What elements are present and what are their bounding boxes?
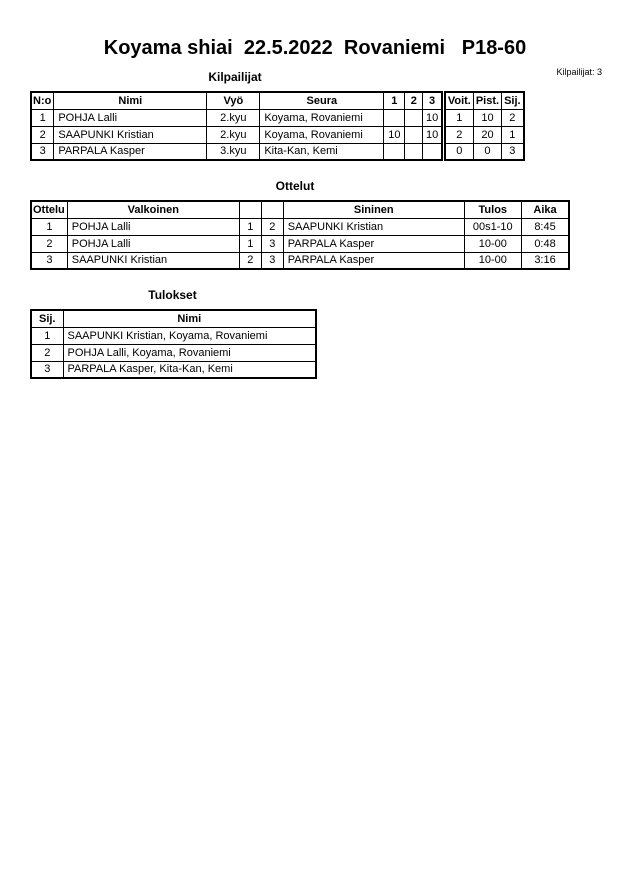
competitor-score-3: 10 — [423, 126, 442, 143]
competitor-belt: 2.kyu — [207, 126, 260, 143]
result-name: PARPALA Kasper, Kita-Kan, Kemi — [63, 361, 316, 378]
competitor-club: Koyama, Rovaniemi — [260, 126, 384, 143]
competitor-score-1: 10 — [384, 126, 405, 143]
competitor-points: 0 — [473, 143, 501, 160]
result-place: 3 — [31, 361, 63, 378]
col-header-blue: Sininen — [283, 201, 464, 218]
col-header-result: Tulos — [464, 201, 521, 218]
col-header-match-no: Ottelu — [31, 201, 67, 218]
competitor-score-3 — [423, 143, 442, 160]
competitor-score-2 — [405, 109, 423, 126]
match-no: 3 — [31, 252, 67, 269]
col-header-blue-no — [261, 201, 283, 218]
competitor-place: 2 — [502, 109, 524, 126]
match-blue-no: 3 — [261, 252, 283, 269]
match-result: 00s1-10 — [464, 218, 521, 235]
competitor-name: SAAPUNKI Kristian — [54, 126, 207, 143]
match-time: 0:48 — [521, 235, 569, 252]
match-white-no: 1 — [239, 218, 261, 235]
match-no: 2 — [31, 235, 67, 252]
match-blue-no: 3 — [261, 235, 283, 252]
competitor-name: POHJA Lalli — [54, 109, 207, 126]
page-title: Koyama shiai 22.5.2022 Rovaniemi P18-60 — [103, 37, 527, 59]
competitor-place: 1 — [502, 126, 524, 143]
match-blue: PARPALA Kasper — [283, 235, 464, 252]
competitor-count-label: Kilpailijat: 3 — [556, 67, 602, 77]
matches-heading: Ottelut — [275, 179, 315, 193]
competitor-no: 2 — [31, 126, 54, 143]
competitor-wins: 2 — [445, 126, 474, 143]
table-row — [445, 109, 524, 126]
col-header-match1: 1 — [384, 92, 405, 109]
result-name: SAAPUNKI Kristian, Koyama, Rovaniemi — [63, 327, 316, 344]
col-header-match3: 3 — [423, 92, 442, 109]
col-header-white: Valkoinen — [67, 201, 239, 218]
competitor-score-1 — [384, 143, 405, 160]
table-row — [31, 109, 442, 126]
competitors-table — [30, 91, 443, 161]
col-header-club: Seura — [260, 92, 384, 109]
col-header-belt: Vyö — [207, 92, 260, 109]
competitor-no: 1 — [31, 109, 54, 126]
competitor-club: Kita-Kan, Kemi — [260, 143, 384, 160]
matches-table-wrap — [30, 200, 630, 270]
result-place: 2 — [31, 344, 63, 361]
competitor-name: PARPALA Kasper — [54, 143, 207, 160]
table-row — [31, 126, 442, 143]
match-blue: SAAPUNKI Kristian — [283, 218, 464, 235]
table-row — [31, 327, 316, 344]
competitors-table-group — [30, 91, 630, 161]
matches-header-row — [31, 201, 569, 218]
table-row — [31, 361, 316, 378]
col-header-name: Nimi — [54, 92, 207, 109]
match-white: POHJA Lalli — [67, 235, 239, 252]
results-table — [30, 309, 317, 379]
competitor-score-2 — [405, 126, 423, 143]
competitor-belt: 3.kyu — [207, 143, 260, 160]
competitor-score-2 — [405, 143, 423, 160]
competitors-heading: Kilpailijat — [208, 70, 262, 84]
col-header-time: Aika — [521, 201, 569, 218]
match-blue-no: 2 — [261, 218, 283, 235]
result-name: POHJA Lalli, Koyama, Rovaniemi — [63, 344, 316, 361]
match-white: POHJA Lalli — [67, 218, 239, 235]
col-header-wins: Voit. — [445, 92, 474, 109]
table-row — [445, 126, 524, 143]
col-header-result-name: Nimi — [63, 310, 316, 327]
match-no: 1 — [31, 218, 67, 235]
col-header-place: Sij. — [502, 92, 524, 109]
competitor-no: 3 — [31, 143, 54, 160]
table-row — [445, 143, 524, 160]
standings-header-row — [445, 92, 524, 109]
table-row — [31, 143, 442, 160]
results-header-row — [31, 310, 316, 327]
col-header-points: Pist. — [473, 92, 501, 109]
match-white-no: 1 — [239, 235, 261, 252]
competitor-wins: 0 — [445, 143, 474, 160]
match-result: 10-00 — [464, 252, 521, 269]
results-heading: Tulokset — [148, 288, 197, 302]
table-row — [31, 218, 569, 235]
match-result: 10-00 — [464, 235, 521, 252]
col-header-result-place: Sij. — [31, 310, 63, 327]
col-header-no: N:o — [31, 92, 54, 109]
competitor-belt: 2.kyu — [207, 109, 260, 126]
competitor-club: Koyama, Rovaniemi — [260, 109, 384, 126]
competitor-score-1 — [384, 109, 405, 126]
match-white: SAAPUNKI Kristian — [67, 252, 239, 269]
competitors-header-row — [31, 92, 442, 109]
match-time: 8:45 — [521, 218, 569, 235]
competitor-points: 10 — [473, 109, 501, 126]
match-time: 3:16 — [521, 252, 569, 269]
col-header-match2: 2 — [405, 92, 423, 109]
result-place: 1 — [31, 327, 63, 344]
competitor-score-3: 10 — [423, 109, 442, 126]
competitor-wins: 1 — [445, 109, 474, 126]
match-white-no: 2 — [239, 252, 261, 269]
table-row — [31, 344, 316, 361]
competitor-place: 3 — [502, 143, 524, 160]
table-row — [31, 252, 569, 269]
col-header-white-no — [239, 201, 261, 218]
competitors-standings-table — [444, 91, 525, 161]
match-blue: PARPALA Kasper — [283, 252, 464, 269]
competitor-points: 20 — [473, 126, 501, 143]
results-table-wrap — [30, 309, 630, 379]
table-row — [31, 235, 569, 252]
matches-table — [30, 200, 570, 270]
